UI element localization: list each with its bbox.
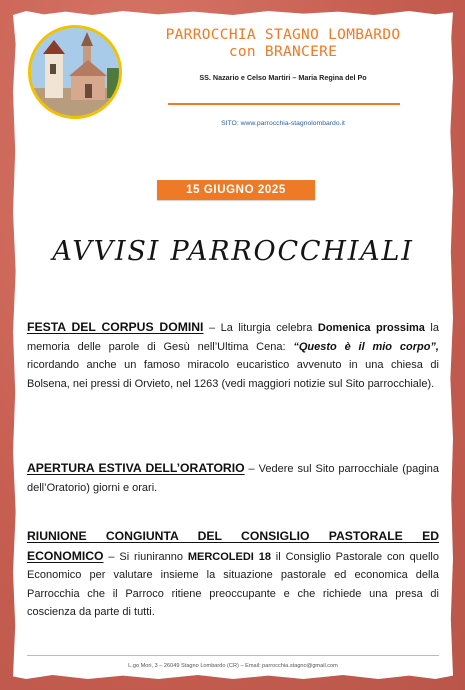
parish-name: PARROCCHIA STAGNO LOMBARDO bbox=[165, 27, 401, 43]
notice-text: – La liturgia celebra bbox=[203, 322, 318, 334]
parish-logo bbox=[28, 25, 122, 119]
notice-text: il Consiglio Pastorale con quello Economico per valutare insieme la situazione pastorale ed economica della Parrocchia che il Parroco ritiene preoccupante e che richiede una presa di coscienza da parte di tutti. bbox=[27, 550, 439, 619]
footer-divider bbox=[27, 655, 439, 656]
date-badge: 15 GIUGNO 2025 bbox=[157, 180, 315, 200]
page-title: AVVISI PARROCCHIALI bbox=[52, 236, 414, 267]
notice-heading: RIUNIONE CONGIUNTA DEL CONSIGLIO PASTORALE ED ECONOMICO bbox=[27, 529, 439, 563]
notice-oratorio bbox=[27, 459, 439, 497]
notice-text: – Si riuniranno bbox=[103, 550, 188, 563]
notice-emphasis: MERCOLEDI 18 bbox=[187, 550, 271, 563]
footer-contact: L.go Mori, 3 – 26049 Stagno Lombardo (CR) – Email: parrocchia.stagno@gmail.com bbox=[128, 663, 338, 669]
notice-text: – Vedere sul Sito parrocchiale (pagina dell’Oratorio) giorni e orari. bbox=[27, 463, 439, 494]
header-divider bbox=[168, 103, 400, 105]
notice-heading: APERTURA ESTIVA DELL’ORATORIO bbox=[27, 461, 245, 475]
notice-text: la memoria delle parole di Gesù nell’Ultima Cena: bbox=[27, 322, 439, 353]
parish-subname: con BRANCERE bbox=[228, 44, 338, 60]
notice-council-meeting bbox=[27, 527, 439, 622]
notice-text: ricordando anche un famoso miracolo eucaristico avvenuto in una chiesa di Bolsena, nei pressi di Orvieto, nel 1263 (vedi maggiori notizie sul Sito parrocchiale). bbox=[27, 359, 439, 390]
patron-saints: SS. Nazario e Celso Martiri – Maria Regina del Po bbox=[199, 73, 367, 82]
notice-emphasis: Domenica prossima bbox=[317, 322, 425, 334]
notice-quote: “Questo è il mio corpo”, bbox=[293, 340, 439, 353]
notice-corpus-domini bbox=[27, 318, 439, 393]
website-link[interactable]: SITO: www.parrocchia-stagnolombardo.it bbox=[221, 120, 345, 127]
notice-heading: FESTA DEL CORPUS DOMINI bbox=[27, 320, 204, 334]
